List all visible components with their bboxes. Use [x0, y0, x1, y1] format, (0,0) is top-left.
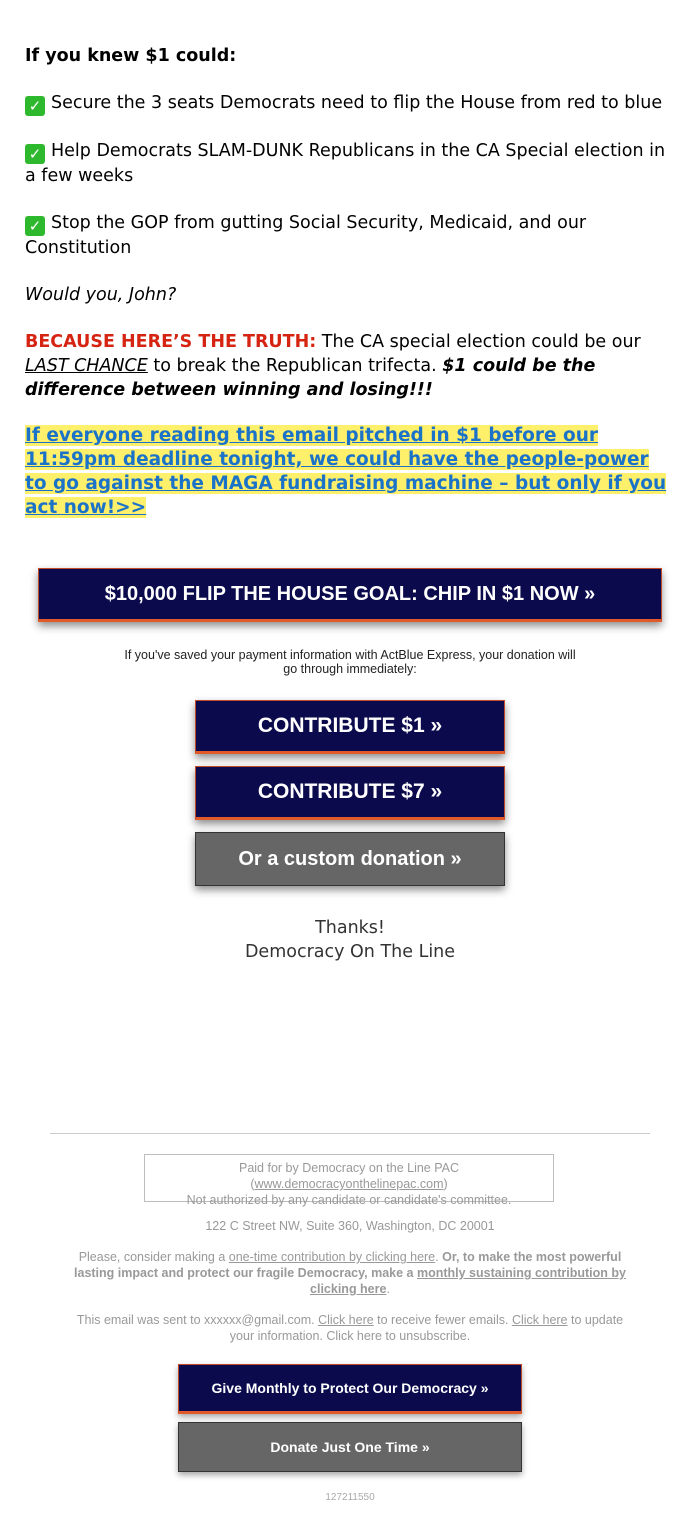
- website-line: (www.democracyonthelinepac.com): [250, 1177, 448, 1191]
- check-mark-icon: ✓: [25, 216, 45, 236]
- consider-pre: Please, consider making a: [78, 1250, 229, 1264]
- give-monthly-button[interactable]: Give Monthly to Protect Our Democracy »: [178, 1364, 522, 1414]
- consider-mid: Or, to make the most powerful lasting impact and protect our fragile Democracy, make a: [74, 1250, 622, 1280]
- contribute-1-button[interactable]: CONTRIBUTE $1 »: [195, 700, 505, 754]
- paid-for-text: Paid for by Democracy on the Line PAC: [238, 1161, 459, 1175]
- express-note: If you've saved your payment information with ActBlue Express, your donation will go through immediately:: [124, 648, 576, 676]
- truth-label: BECAUSE HERE’S THE TRUTH:: [25, 332, 317, 352]
- fewer-emails-text: to receive fewer emails.: [373, 1313, 512, 1327]
- goal-button[interactable]: $10,000 FLIP THE HOUSE GOAL: CHIP IN $1 NOW »: [38, 568, 662, 622]
- donate-once-button[interactable]: Donate Just One Time »: [178, 1422, 522, 1472]
- one-time-link[interactable]: one-time contribution by clicking here: [228, 1250, 436, 1264]
- update-info-link[interactable]: Click here: [511, 1313, 568, 1327]
- check-mark-icon: ✓: [25, 144, 45, 164]
- truth-emphasis: $1 could be the difference between winning and losing!!!: [25, 356, 596, 400]
- truth-text-1: The CA special election could be our: [316, 332, 641, 352]
- fewer-emails-link[interactable]: Click here: [318, 1313, 374, 1327]
- update-text: to update your information. Click here to unsubscribe.: [229, 1313, 624, 1343]
- address: 122 C Street NW, Suite 360, Washington, DC 20001: [205, 1219, 495, 1233]
- sent-to-paragraph: [70, 1312, 630, 1344]
- contribute-7-button[interactable]: CONTRIBUTE $7 »: [195, 766, 505, 820]
- paid-for-box: [144, 1154, 554, 1207]
- last-chance-text: LAST CHANCE: [25, 356, 148, 376]
- check-mark-icon: ✓: [25, 96, 45, 116]
- question-text: Would you, John?: [25, 285, 177, 305]
- bullet-text: Help Democrats SLAM-DUNK Republicans in the CA Special election in a few weeks: [25, 141, 666, 186]
- monthly-link[interactable]: monthly sustaining contribution by clicking here: [310, 1266, 626, 1296]
- email-code: 127211550: [325, 1492, 375, 1503]
- website-link[interactable]: www.democracyonthelinepac.com: [254, 1177, 444, 1191]
- cta-paragraph: [25, 424, 675, 520]
- cta-link[interactable]: If everyone reading this email pitched in $1 before our 11:59pm deadline tonight, we could have the people-power to go against the MAGA fundraising machine – but only if you act now!>>: [25, 425, 667, 518]
- bullet-item: [25, 139, 675, 188]
- custom-donation-button[interactable]: Or a custom donation »: [195, 832, 505, 886]
- not-authorized-text: Not authorized by any candidate or candidate's committee.: [186, 1193, 512, 1207]
- signoff-org: Democracy On The Line: [244, 942, 456, 962]
- signoff-thanks: Thanks!: [315, 918, 385, 938]
- truth-text-2: to break the Republican trifecta.: [147, 356, 443, 376]
- bullet-text: Secure the 3 seats Democrats need to flip the House from red to blue: [51, 93, 663, 113]
- intro-lead: If you knew $1 could:: [25, 46, 237, 66]
- bullet-text: Stop the GOP from gutting Social Security, Medicaid, and our Constitution: [25, 213, 587, 258]
- question: [25, 283, 675, 307]
- sent-to-text: This email was sent to xxxxxx@gmail.com.: [76, 1313, 315, 1327]
- consider-paragraph: Please, consider making a one-time contribution by clicking here. Or, to make the most powerful lasting impact and protect our fragile Democracy, make a monthly sustaining contribution by clicking here.: [74, 1250, 626, 1296]
- bullet-item: [25, 91, 675, 116]
- bullet-item: [25, 211, 675, 260]
- footer-divider: [50, 1133, 650, 1134]
- signoff: [150, 916, 550, 964]
- email-body: [25, 44, 675, 543]
- truth-paragraph: [25, 330, 675, 402]
